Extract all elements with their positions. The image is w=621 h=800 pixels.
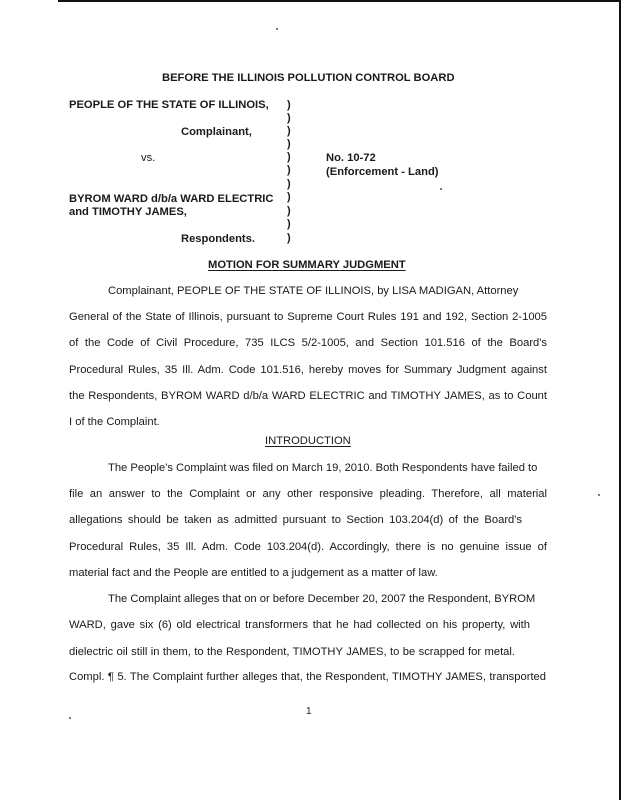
caption-paren: ): [287, 125, 291, 137]
case-number: No. 10-72: [326, 152, 376, 164]
paragraph-line: I of the Complaint.: [69, 416, 160, 428]
caption-paren: ): [287, 138, 291, 150]
scan-edge-top: [58, 0, 621, 2]
paragraph-line: material fact and the People are entitled to a judgement as a matter of law.: [69, 567, 438, 579]
paragraph-line: Complainant, PEOPLE OF THE STATE OF ILLINOIS, by LISA MADIGAN, Attorney: [108, 285, 519, 297]
paragraph-line: WARD, gave six (6) old electrical transformers that he had collected on his property, with: [69, 619, 530, 631]
paragraph-line: of the Code of Civil Procedure, 735 ILCS 5/2-1005, and Section 101.516 of the Board's: [69, 337, 547, 349]
paragraph-line: The Complaint alleges that on or before December 20, 2007 the Respondent, BYROM: [108, 593, 536, 605]
page-number: 1: [306, 706, 312, 717]
board-heading: BEFORE THE ILLINOIS POLLUTION CONTROL BOARD: [162, 72, 455, 84]
introduction-heading: INTRODUCTION: [265, 435, 351, 447]
caption-paren: ): [287, 164, 291, 176]
paragraph-line: General of the State of Illinois, pursuant to Supreme Court Rules 191 and 192, Section 2-1005: [69, 311, 547, 323]
respondents-label: Respondents.: [181, 233, 255, 245]
caption-paren: ): [287, 178, 291, 190]
case-type: (Enforcement - Land): [326, 166, 439, 178]
caption-paren: ): [287, 232, 291, 244]
caption-paren: ): [287, 151, 291, 163]
paragraph-line: the Respondents, BYROM WARD d/b/a WARD ELECTRIC and TIMOTHY JAMES, as to Count: [69, 390, 547, 402]
scan-speck: [440, 188, 442, 190]
paragraph-line: Compl. ¶ 5. The Complaint further alleges that, the Respondent, TIMOTHY JAMES, transported: [69, 671, 546, 683]
scan-speck: [276, 28, 278, 30]
caption-paren: ): [287, 205, 291, 217]
caption-paren: ): [287, 99, 291, 111]
scan-speck: [598, 494, 600, 496]
caption-paren: ): [287, 218, 291, 230]
paragraph-line: allegations should be taken as admitted pursuant to Section 103.204(d) of the Board's: [69, 514, 522, 526]
defendant-line-1: BYROM WARD d/b/a WARD ELECTRIC: [69, 193, 274, 205]
paragraph-line: file an answer to the Complaint or any other responsive pleading. Therefore, all material: [69, 488, 547, 500]
caption-paren: ): [287, 191, 291, 203]
caption-paren: ): [287, 112, 291, 124]
scan-speck: [69, 717, 71, 719]
defendant-line-2: and TIMOTHY JAMES,: [69, 206, 187, 218]
paragraph-line: Procedural Rules, 35 Ill. Adm. Code 101.516, hereby moves for Summary Judgment against: [69, 364, 547, 376]
motion-title: MOTION FOR SUMMARY JUDGMENT: [208, 259, 406, 271]
paragraph-line: Procedural Rules, 35 Ill. Adm. Code 103.204(d). Accordingly, there is no genuine issue of: [69, 541, 547, 553]
complainant-label: Complainant,: [181, 126, 252, 138]
versus-label: vs.: [141, 152, 156, 164]
paragraph-line: The People's Complaint was filed on March 19, 2010. Both Respondents have failed to: [108, 462, 538, 474]
paragraph-line: dielectric oil still in them, to the Respondent, TIMOTHY JAMES, to be scrapped for metal.: [69, 646, 515, 658]
plaintiff-name: PEOPLE OF THE STATE OF ILLINOIS,: [69, 99, 269, 111]
